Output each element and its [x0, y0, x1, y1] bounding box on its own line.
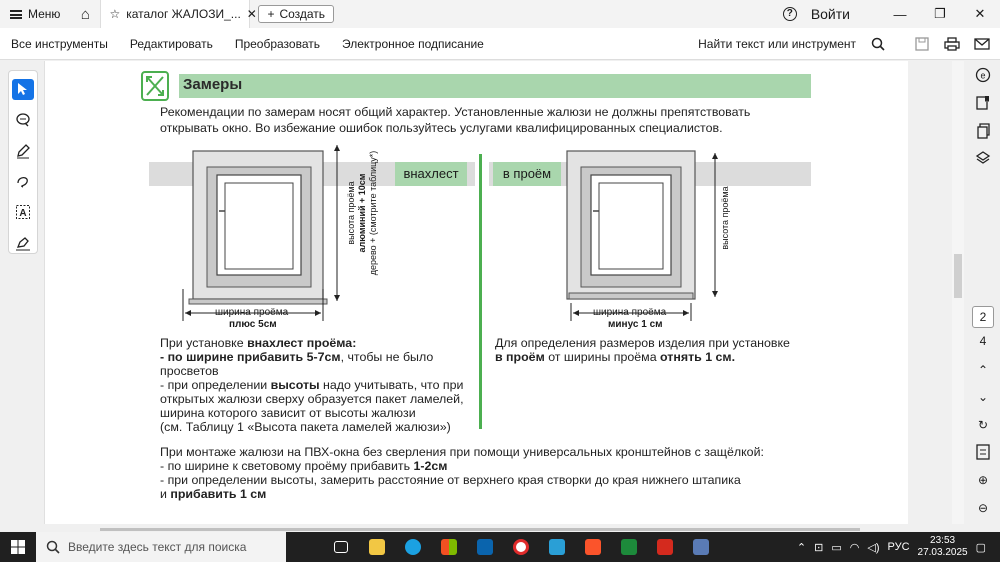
network-icon[interactable]: ◠	[849, 541, 860, 554]
toolbar-edit[interactable]: Редактировать	[129, 36, 213, 51]
right-text-2b: от ширины проёма	[544, 350, 661, 364]
left-text-1b: внахлест проёма:	[247, 336, 357, 350]
bottom-text-line-3: - при определении высоты, замерить расстояние от верхнего края створки до края нижнего штапика	[160, 473, 741, 487]
left-height-label-1: высота проёма	[346, 181, 356, 245]
intro-line-1: Рекомендации по замерам носят общий характер. Установленные жалюзи не должны препятствовать	[160, 105, 751, 119]
edit-text-icon[interactable]	[971, 64, 995, 87]
spreadsheet-icon[interactable]	[614, 532, 644, 562]
window-diagram-in-opening	[553, 141, 733, 331]
left-text-2b: , чтобы не было	[340, 350, 434, 364]
column-divider	[479, 154, 482, 429]
bottom-text-line-1: При монтаже жалюзи на ПВХ-окна без сверления при помощи универсальных кронштейнов с защёлкой:	[160, 445, 764, 459]
left-text-line-5: открытых жалюзи сверху образуется пакет ламелей,	[160, 392, 464, 406]
remote-desktop-icon[interactable]	[542, 532, 572, 562]
document-page[interactable]	[44, 61, 908, 524]
task-view-icon[interactable]	[326, 532, 356, 562]
toolbar-all-tools[interactable]: Все инструменты	[11, 36, 108, 51]
file-explorer-icon[interactable]	[362, 532, 392, 562]
sign-in-button[interactable]: Войти	[810, 6, 850, 22]
comment-icon[interactable]	[12, 110, 34, 131]
document-tab[interactable]	[100, 0, 257, 28]
window-diagram-overlap	[175, 141, 355, 331]
hamburger-icon	[10, 10, 22, 19]
volume-icon[interactable]: ◁)	[867, 541, 880, 554]
viewer-app-icon[interactable]	[686, 532, 716, 562]
page-total: 4	[979, 334, 987, 349]
layers-icon[interactable]	[971, 147, 995, 170]
left-text-4c: надо учитывать, что при	[319, 378, 464, 392]
right-width-label-1: ширина проёма	[593, 307, 667, 318]
heading-band	[179, 74, 811, 98]
left-width-label-1: ширина проёма	[215, 307, 289, 318]
left-height-labels	[346, 138, 386, 288]
right-text-line-2	[495, 350, 735, 365]
left-text-4b: высоты	[270, 378, 320, 392]
fit-page-icon[interactable]	[971, 441, 995, 464]
store-icon[interactable]	[434, 532, 464, 562]
left-text-line-1	[160, 336, 356, 351]
bottom-text-2b: 1-2см	[413, 459, 448, 473]
menu-label: Меню	[28, 7, 61, 21]
left-text-line-7: (см. Таблицу 1 «Высота пакета ламелей жалюзи»)	[160, 420, 451, 434]
restore-icon[interactable]: ❐	[934, 6, 946, 21]
intro-line-2: открывать окно. Во избежание ошибок пользуйтесь услугами квалифицированных специалистов.	[160, 121, 723, 135]
title-bar	[0, 0, 1000, 28]
text-box-icon[interactable]	[12, 202, 34, 223]
right-tool-panel	[966, 64, 1000, 524]
rotate-icon[interactable]: ↻	[977, 417, 989, 432]
close-window-icon[interactable]: ✕	[974, 6, 986, 21]
create-button[interactable]	[258, 5, 334, 23]
language-indicator[interactable]: РУС	[887, 541, 910, 553]
bottom-text-line-2	[160, 459, 447, 474]
left-text-line-4	[160, 378, 463, 393]
left-height-label-3: дерево + (смотрите таблицу*)	[368, 150, 378, 276]
bookmark-icon[interactable]	[971, 92, 995, 115]
print-icon[interactable]	[944, 36, 960, 52]
left-text-4a: - при определении	[160, 378, 271, 392]
menu-button[interactable]	[0, 0, 70, 28]
left-text-line-6: ширина которого зависит от высоты жалюзи	[160, 406, 416, 420]
left-text-1a: При установке	[160, 336, 248, 350]
close-tab-icon[interactable]: ✕	[246, 7, 257, 21]
plus-icon: +	[267, 7, 275, 21]
page-number-input[interactable]: 2	[972, 306, 994, 328]
create-label: Создать	[279, 7, 326, 21]
find-text-button[interactable]: Найти текст или инструмент	[698, 36, 856, 51]
camera-icon[interactable]: ⊡	[814, 541, 824, 554]
pages-icon[interactable]	[971, 119, 995, 142]
pen-icon[interactable]	[12, 140, 34, 161]
outlook-icon[interactable]	[470, 532, 500, 562]
right-text-2c: отнять 1 см.	[660, 350, 736, 364]
taskbar-apps	[326, 532, 716, 562]
toolbar-e-sign[interactable]: Электронное подписание	[342, 36, 484, 51]
freehand-icon[interactable]	[12, 171, 34, 192]
left-tool-panel	[8, 70, 38, 254]
svg-text:A: A	[19, 208, 27, 220]
clock-time: 23:53	[930, 535, 956, 546]
bottom-text-4b: прибавить 1 см	[170, 487, 267, 501]
zoom-out-icon[interactable]: ⊖	[977, 500, 989, 515]
acrobat-icon[interactable]	[650, 532, 680, 562]
clock-date: 27.03.2025	[917, 547, 968, 558]
scrollbar-thumb[interactable]	[954, 254, 962, 298]
bottom-text-line-4	[160, 487, 266, 502]
taskbar-search-placeholder: Введите здесь текст для поиска	[68, 540, 247, 554]
chevron-up-icon[interactable]: ⌃	[796, 541, 807, 554]
notifications-icon[interactable]: ▢	[975, 541, 986, 554]
left-text-2a: - по ширине прибавить 5-7см	[160, 350, 341, 364]
system-tray	[797, 535, 1000, 559]
taskbar-search[interactable]	[36, 532, 286, 562]
main-toolbar	[0, 28, 1000, 60]
left-text-line-3: просветов	[160, 364, 219, 378]
right-text-2a: в проём	[495, 350, 545, 364]
edge-browser-icon[interactable]	[398, 532, 428, 562]
minimize-icon[interactable]: —	[893, 6, 907, 22]
left-text-line-2	[160, 350, 433, 365]
right-width-label-2: минус 1 см	[608, 319, 663, 330]
measure-logo-icon	[141, 71, 169, 101]
svg-text:e: e	[980, 70, 986, 81]
sign-icon[interactable]	[12, 232, 34, 253]
section-heading: Замеры	[183, 76, 243, 93]
bottom-text-2a: - по ширине к световому проёму прибавить	[160, 459, 414, 473]
yandex-browser-icon[interactable]	[506, 532, 536, 562]
horizontal-scrollbar[interactable]	[100, 528, 860, 531]
zoom-in-icon[interactable]: ⊕	[977, 473, 989, 488]
battery-icon[interactable]: ▭	[831, 541, 842, 554]
select-cursor-icon[interactable]	[12, 79, 34, 100]
save-icon[interactable]	[914, 36, 930, 52]
right-text-line-1: Для определения размеров изделия при установке	[495, 336, 790, 350]
mail-icon[interactable]	[974, 36, 990, 52]
star-icon[interactable]: ☆	[109, 7, 121, 21]
vertical-scrollbar[interactable]	[952, 61, 964, 524]
page-down-icon[interactable]: ⌄	[977, 390, 989, 405]
left-height-label-2: алюминий + 10см	[357, 173, 367, 253]
search-icon[interactable]	[870, 36, 886, 52]
windows-taskbar	[0, 532, 1000, 562]
windows-start-icon[interactable]	[0, 532, 36, 562]
search-icon	[46, 540, 60, 554]
label-in-opening: в проём	[493, 162, 561, 186]
home-icon[interactable]: ⌂	[80, 5, 90, 23]
help-icon[interactable]: ?	[783, 7, 797, 21]
label-overlap: внахлест	[395, 162, 467, 186]
right-height-label: высота проёма	[720, 186, 730, 250]
left-width-label-2: плюс 5см	[229, 319, 277, 330]
bottom-text-4a: и	[160, 487, 171, 501]
brave-browser-icon[interactable]	[578, 532, 608, 562]
page-up-icon[interactable]: ⌃	[977, 362, 989, 377]
toolbar-convert[interactable]: Преобразовать	[234, 36, 320, 51]
taskbar-clock[interactable]	[918, 535, 968, 559]
tab-title: каталог ЖАЛОЗИ_...	[126, 7, 241, 21]
